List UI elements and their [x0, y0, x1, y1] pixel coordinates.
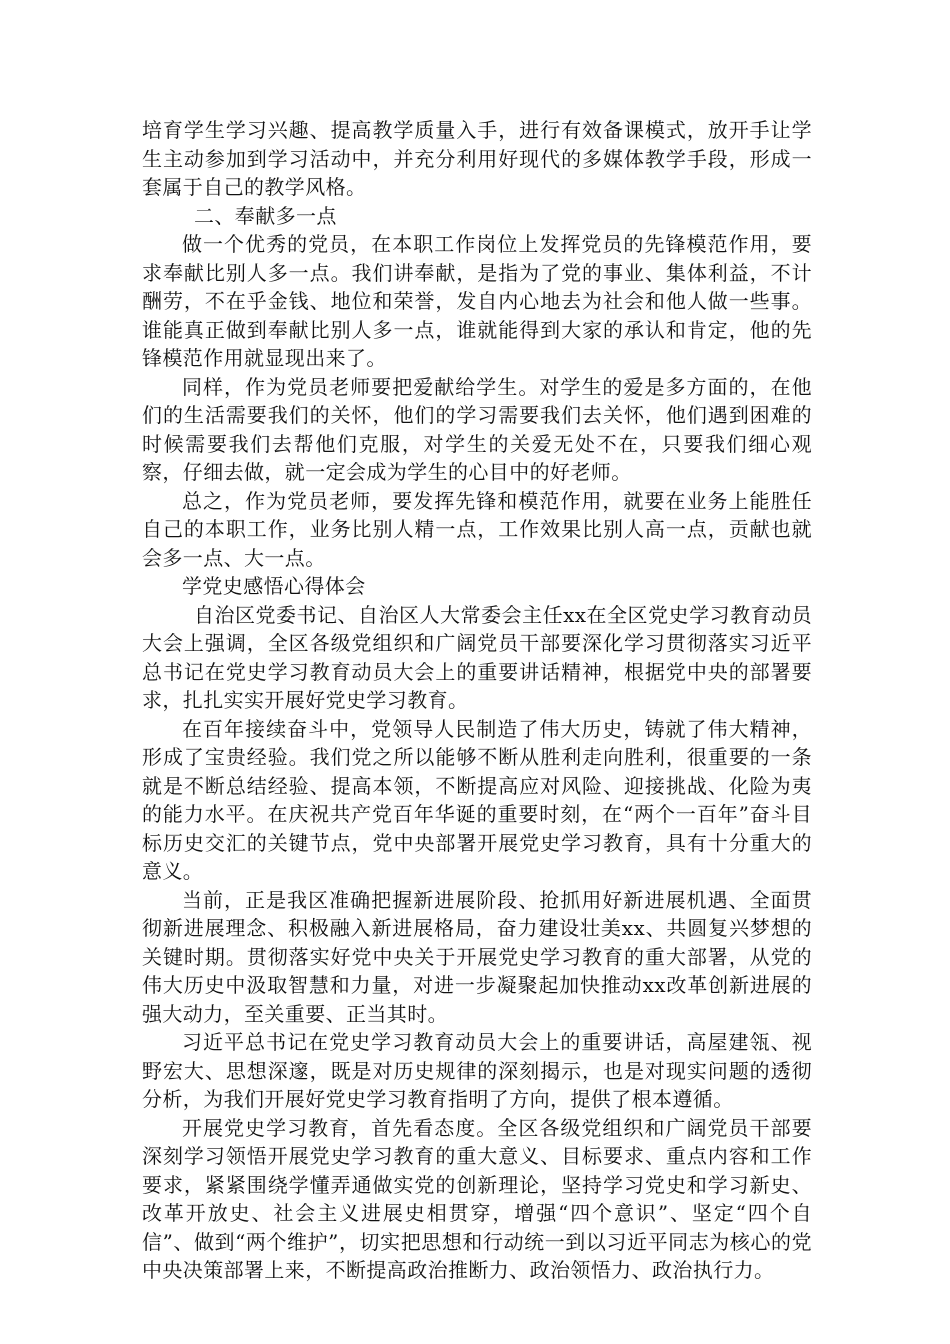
paragraph-continuation: 培育学生学习兴趣、提高教学质量入手，进行有效备课模式，放开手让学生主动参加到学习活动中，并充分利用好现代的多媒体教学手段，形成一套属于自己的教学风格。: [142, 118, 812, 199]
paragraph: 自治区党委书记、自治区人大常委会主任xx在全区党史学习教育动员大会上强调，全区各级党组织和广阔党员干部要深化学习贯彻落实习近平总书记在党史学习教育动员大会上的重要讲话精神，根据党中央的部署要求，扎扎实实开展好党史学习教育。: [142, 602, 812, 712]
paragraph: 习近平总书记在党史学习教育动员大会上的重要讲话，高屋建瓴、视野宏大、思想深邃，既是对历史规律的深刻揭示，也是对现实问题的透彻分析，为我们开展好党史学习教育指明了方向，提供了根本遵循。: [142, 1030, 812, 1111]
paragraph: 开展党史学习教育，首先看态度。全区各级党组织和广阔党员干部要深刻学习领悟开展党史学习教育的重大意义、目标要求、重点内容和工作要求，紧紧围绕学懂弄通做实党的创新理论，坚持学习党史和学习新史、改革开放史、社会主义进展史相贯穿，增强“四个意识”、坚定“四个自信”、做到“两个维护”，切实把思想和行动统一到以习近平同志为核心的党中央决策部署上来，不断提高政治推断力、政治领悟力、政治执行力。: [142, 1115, 812, 1282]
paragraph: 总之，作为党员老师，要发挥先锋和模范作用，就要在业务上能胜任自己的本职工作，业务比别人精一点，工作效果比别人高一点，贡献也就会多一点、大一点。: [142, 488, 812, 570]
paragraph: 当前，正是我区准确把握新进展阶段、抢抓用好新进展机遇、全面贯彻新进展理念、积极融入新进展格局，奋力建设壮美xx、共圆复兴梦想的关键时期。贯彻落实好党中央关于开展党史学习教育的重大部署，从党的伟大历史中汲取智慧和力量，对进一步凝聚起加快推动xx改革创新进展的强大动力，至关重要、正当其时。: [142, 887, 812, 1026]
paragraph: 同样，作为党员老师要把爱献给学生。对学生的爱是多方面的，在他们的生活需要我们的关怀，他们的学习需要我们去关怀，他们遇到困难的时候需要我们去帮他们克服，对学生的关爱无处不在，只要我们细心观察，仔细去做，就一定会成为学生的心目中的好老师。: [142, 374, 812, 484]
paragraph: 在百年接续奋斗中，党领导人民制造了伟大历史，铸就了伟大精神，形成了宝贵经验。我们党之所以能够不断从胜利走向胜利，很重要的一条就是不断总结经验、提高本领，不断提高应对风险、迎接挑战、化险为夷的能力水平。在庆祝共产党百年华诞的重要时刻，在“两个一百年”奋斗目标历史交汇的关键节点，党中央部署开展党史学习教育，具有十分重大的意义。: [142, 716, 812, 883]
article-title: 学党史感悟心得体会: [182, 574, 366, 598]
paragraph: 做一个优秀的党员，在本职工作岗位上发挥党员的先锋模范作用，要求奉献比别人多一点。我们讲奉献，是指为了党的事业、集体利益，不计酬劳，不在乎金钱、地位和荣誉，发自内心地去为社会和他人做一些事。谁能真正做到奉献比别人多一点，谁就能得到大家的承认和肯定，他的先锋模范作用就显现出来了。: [142, 232, 812, 370]
section-heading-dedication: 二、奉献多一点: [194, 203, 337, 228]
document-body: [142, 116, 812, 1285]
